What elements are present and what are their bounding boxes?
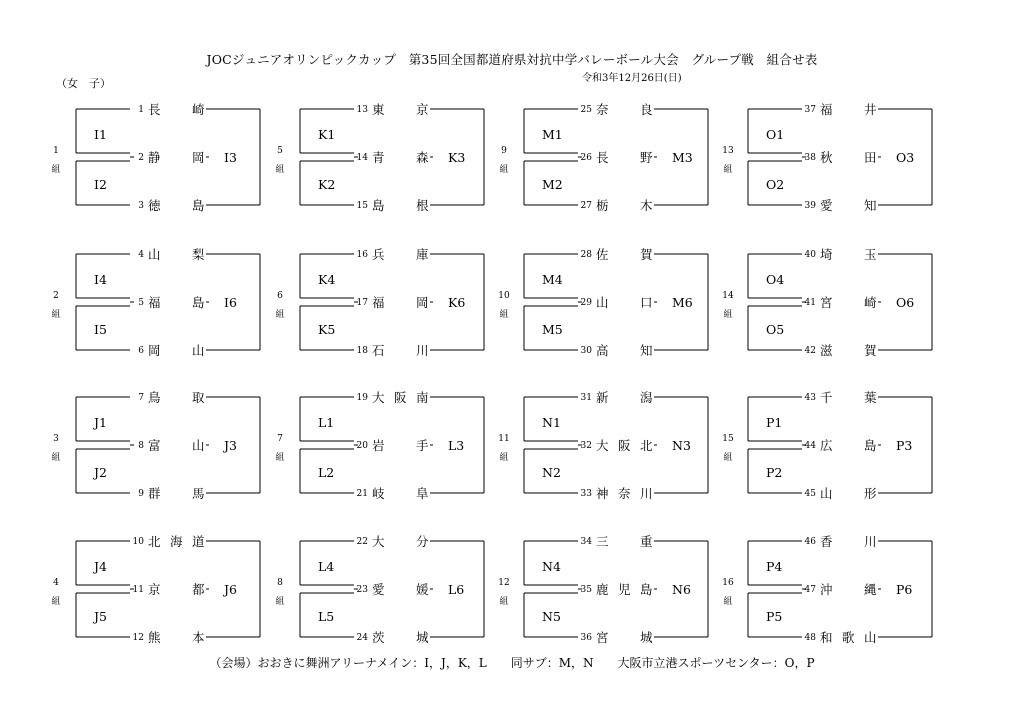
team-name-char: 島 [372,198,385,213]
team-name-char: 高 [596,343,609,358]
team-name-char: 滋 [820,343,833,358]
team-name-char: 山 [864,630,877,645]
match-code: K4 [318,272,336,287]
group-number: 7 [277,434,283,444]
group-word: 組 [275,453,285,463]
team-name-char: 手 [416,438,429,453]
group-word: 組 [51,453,61,463]
team-name-char: 京 [416,102,429,117]
team-number: 31 [580,393,592,403]
team-name-char: 香 [820,534,833,549]
team-number: 38 [804,153,816,163]
team-number: 29 [580,298,592,308]
group-word: 組 [499,310,509,320]
team-name-char: 長 [148,102,161,117]
team-number: 26 [580,153,592,163]
group-word: 組 [723,310,733,320]
team-name-char: 知 [640,343,653,358]
team-name-char: 沖 [820,582,833,597]
match-code: N6 [672,582,691,597]
team-name-char: 阪 [618,438,631,453]
team-name-char: 茨 [372,630,385,645]
team-name-char: 賀 [864,343,877,358]
team-name-char: 奈 [618,486,631,501]
team-name-char: 川 [864,534,877,549]
group-number: 11 [498,434,510,444]
match-code: L1 [318,415,335,430]
team-name-char: 南 [416,390,429,405]
match-code: K5 [318,322,336,337]
team-number: 32 [580,441,592,451]
team-number: 14 [356,153,368,163]
team-name-char: 群 [148,486,161,501]
team-number: 46 [804,537,816,547]
venue-footer: （会場）おおきに舞洲アリーナメイン：I，J，K，L 同サブ：M，N 大阪市立港スポーツセンター：O，P [209,656,815,670]
group-word: 組 [723,597,733,607]
match-code: O3 [896,150,915,165]
team-name-char: 北 [640,438,653,453]
team-name-char: 神 [596,486,609,501]
team-number: 5 [138,298,144,308]
team-number: 2 [138,153,144,163]
match-code: M5 [542,322,563,337]
team-name-char: 歌 [842,630,855,645]
team-name-char: 山 [820,486,833,501]
team-number: 39 [804,201,816,211]
team-name-char: 城 [640,630,653,645]
group-word: 組 [723,165,733,175]
team-name-char: 鹿 [596,582,609,597]
team-name-char: 埼 [820,247,833,262]
team-number: 44 [804,441,816,451]
team-number: 11 [132,585,144,595]
group-number: 12 [498,578,510,588]
team-name-char: 城 [416,630,429,645]
team-name-char: 阪 [394,390,407,405]
team-name-char: 福 [820,102,833,117]
team-name-char: 山 [596,295,609,310]
team-number: 35 [580,585,592,595]
team-name-char: 和 [820,630,833,645]
group-number: 6 [277,291,283,301]
team-name-char: 崎 [864,295,877,310]
match-code: I1 [94,127,107,142]
team-number: 4 [138,250,144,260]
team-name-char: 野 [640,150,653,165]
team-number: 1 [138,105,144,115]
team-name-char: 愛 [372,582,385,597]
team-number: 20 [356,441,368,451]
match-code: P2 [766,465,783,480]
team-name-char: 岡 [192,150,205,165]
team-name-char: 大 [596,438,609,453]
team-name-char: 川 [416,343,429,358]
match-code: J1 [94,415,107,430]
group-word: 組 [275,165,285,175]
team-name-char: 静 [148,150,161,165]
team-name-char: 奈 [596,102,609,117]
team-name-char: 福 [148,295,161,310]
team-name-char: 島 [192,295,205,310]
team-name-char: 岐 [372,486,385,501]
team-number: 12 [132,633,144,643]
match-code: L3 [448,438,465,453]
section-label-women: （女 子） [56,77,111,90]
match-code: L2 [318,465,335,480]
team-name-char: 岡 [416,295,429,310]
group-word: 組 [275,310,285,320]
group-number: 15 [722,434,734,444]
team-name-char: 良 [640,102,653,117]
team-name-char: 佐 [596,247,609,262]
team-number: 10 [132,537,144,547]
team-number: 7 [138,393,144,403]
match-code: O5 [766,322,785,337]
team-number: 33 [580,489,592,499]
team-name-char: 鳥 [148,390,161,405]
team-name-char: 富 [148,438,161,453]
team-number: 6 [138,346,144,356]
team-number: 30 [580,346,592,356]
group-word: 組 [275,597,285,607]
team-name-char: 児 [618,582,631,597]
team-number: 40 [804,250,816,260]
match-code: O1 [766,127,785,142]
team-name-char: 形 [864,486,877,501]
match-code: J4 [94,559,107,574]
match-code: J3 [224,438,237,453]
match-code: N5 [542,609,561,624]
team-number: 24 [356,633,368,643]
group-number: 5 [277,146,283,156]
match-code: M1 [542,127,563,142]
team-name-char: 宮 [820,295,833,310]
team-name-char: 青 [372,150,385,165]
group-number: 14 [722,291,734,301]
match-code: N1 [542,415,561,430]
match-code: I5 [94,322,107,337]
team-name-char: 千 [820,390,833,405]
team-name-char: 大 [372,390,385,405]
team-name-char: 本 [192,630,205,645]
group-word: 組 [499,165,509,175]
team-name-char: 森 [416,150,429,165]
team-name-char: 田 [864,150,877,165]
match-code: P5 [766,609,783,624]
group-number: 9 [501,146,507,156]
match-code: M3 [672,150,693,165]
group-number: 10 [498,291,510,301]
team-number: 18 [356,346,368,356]
team-name-char: 徳 [148,198,161,213]
team-number: 22 [356,537,368,547]
team-name-char: 岡 [148,343,161,358]
team-number: 16 [356,250,368,260]
team-name-char: 川 [640,486,653,501]
team-name-char: 分 [416,534,429,549]
team-name-char: 山 [192,438,205,453]
team-name-char: 広 [820,438,833,453]
team-number: 27 [580,201,592,211]
team-name-char: 大 [372,534,385,549]
team-number: 13 [356,105,368,115]
match-code: P4 [766,559,783,574]
match-code: M2 [542,177,563,192]
group-word: 組 [51,597,61,607]
match-code: L4 [318,559,335,574]
team-number: 25 [580,105,592,115]
team-number: 47 [804,585,816,595]
team-name-char: 梨 [192,247,205,262]
team-number: 43 [804,393,816,403]
team-name-char: 庫 [416,247,429,262]
match-code: I2 [94,177,107,192]
team-name-char: 阜 [416,486,429,501]
match-code: K3 [448,150,466,165]
team-number: 3 [138,201,144,211]
team-number: 23 [356,585,368,595]
team-name-char: 秋 [820,150,833,165]
team-number: 36 [580,633,592,643]
group-word: 組 [51,165,61,175]
team-number: 15 [356,201,368,211]
team-name-char: 山 [148,247,161,262]
team-name-char: 島 [192,198,205,213]
team-name-char: 新 [596,390,609,405]
team-name-char: 海 [170,534,183,549]
team-name-char: 口 [640,295,653,310]
team-name-char: 崎 [192,102,205,117]
team-name-char: 栃 [596,198,609,213]
team-name-char: 島 [640,582,653,597]
match-code: O4 [766,272,785,287]
team-name-char: 潟 [640,390,653,405]
team-name-char: 賀 [640,247,653,262]
team-number: 17 [356,298,368,308]
match-code: K2 [318,177,336,192]
match-code: N3 [672,438,691,453]
match-code: M4 [542,272,563,287]
match-code: K1 [318,127,336,142]
match-code: I4 [94,272,107,287]
team-name-char: 重 [640,534,653,549]
team-name-char: 愛 [820,198,833,213]
group-number: 4 [53,578,59,588]
group-word: 組 [723,453,733,463]
match-code: N4 [542,559,561,574]
team-name-char: 兵 [372,247,385,262]
team-name-char: 三 [596,534,609,549]
team-name-char: 北 [148,534,161,549]
team-name-char: 東 [372,102,385,117]
team-name-char: 井 [864,102,877,117]
team-number: 37 [804,105,816,115]
team-name-char: 長 [596,150,609,165]
team-name-char: 宮 [596,630,609,645]
group-number: 2 [53,291,59,301]
match-code: I6 [224,295,237,310]
match-code: N2 [542,465,561,480]
match-code: J5 [94,609,107,624]
team-name-char: 山 [192,343,205,358]
team-name-char: 島 [864,438,877,453]
match-code: M6 [672,295,693,310]
team-name-char: 馬 [192,486,205,501]
group-word: 組 [499,453,509,463]
match-code: O2 [766,177,785,192]
team-name-char: 熊 [148,630,161,645]
match-code: L5 [318,609,335,624]
team-number: 21 [356,489,368,499]
group-number: 1 [53,146,59,156]
team-name-char: 京 [148,582,161,597]
team-number: 42 [804,346,816,356]
group-number: 3 [53,434,59,444]
match-code: I3 [224,150,237,165]
team-name-char: 道 [192,534,205,549]
team-number: 9 [138,489,144,499]
team-name-char: 木 [640,198,653,213]
match-code: J6 [224,582,237,597]
team-name-char: 都 [192,582,205,597]
team-name-char: 福 [372,295,385,310]
team-name-char: 根 [416,198,429,213]
team-number: 19 [356,393,368,403]
match-code: J2 [94,465,107,480]
group-word: 組 [499,597,509,607]
group-word: 組 [51,310,61,320]
group-number: 16 [722,578,734,588]
team-name-char: 石 [372,343,385,358]
team-number: 45 [804,489,816,499]
match-code: L6 [448,582,465,597]
team-number: 48 [804,633,816,643]
team-name-char: 知 [864,198,877,213]
team-number: 8 [138,441,144,451]
match-code: O6 [896,295,915,310]
group-number: 13 [722,146,734,156]
team-name-char: 岩 [372,438,385,453]
team-name-char: 媛 [416,582,429,597]
team-number: 41 [804,298,816,308]
match-code: P1 [766,415,783,430]
group-number: 8 [277,578,283,588]
team-name-char: 縄 [864,582,877,597]
event-date: 令和3年12月26日(日) [582,73,682,84]
team-name-char: 葉 [864,390,877,405]
match-code: K6 [448,295,466,310]
team-number: 28 [580,250,592,260]
match-code: P3 [896,438,913,453]
team-name-char: 玉 [864,247,877,262]
team-number: 34 [580,537,592,547]
team-name-char: 取 [192,390,205,405]
match-code: P6 [896,582,913,597]
document-title: JOCジュニアオリンピックカップ 第35回全国都道府県対抗中学バレーボール大会 グループ戦 組合せ表 [206,52,818,67]
